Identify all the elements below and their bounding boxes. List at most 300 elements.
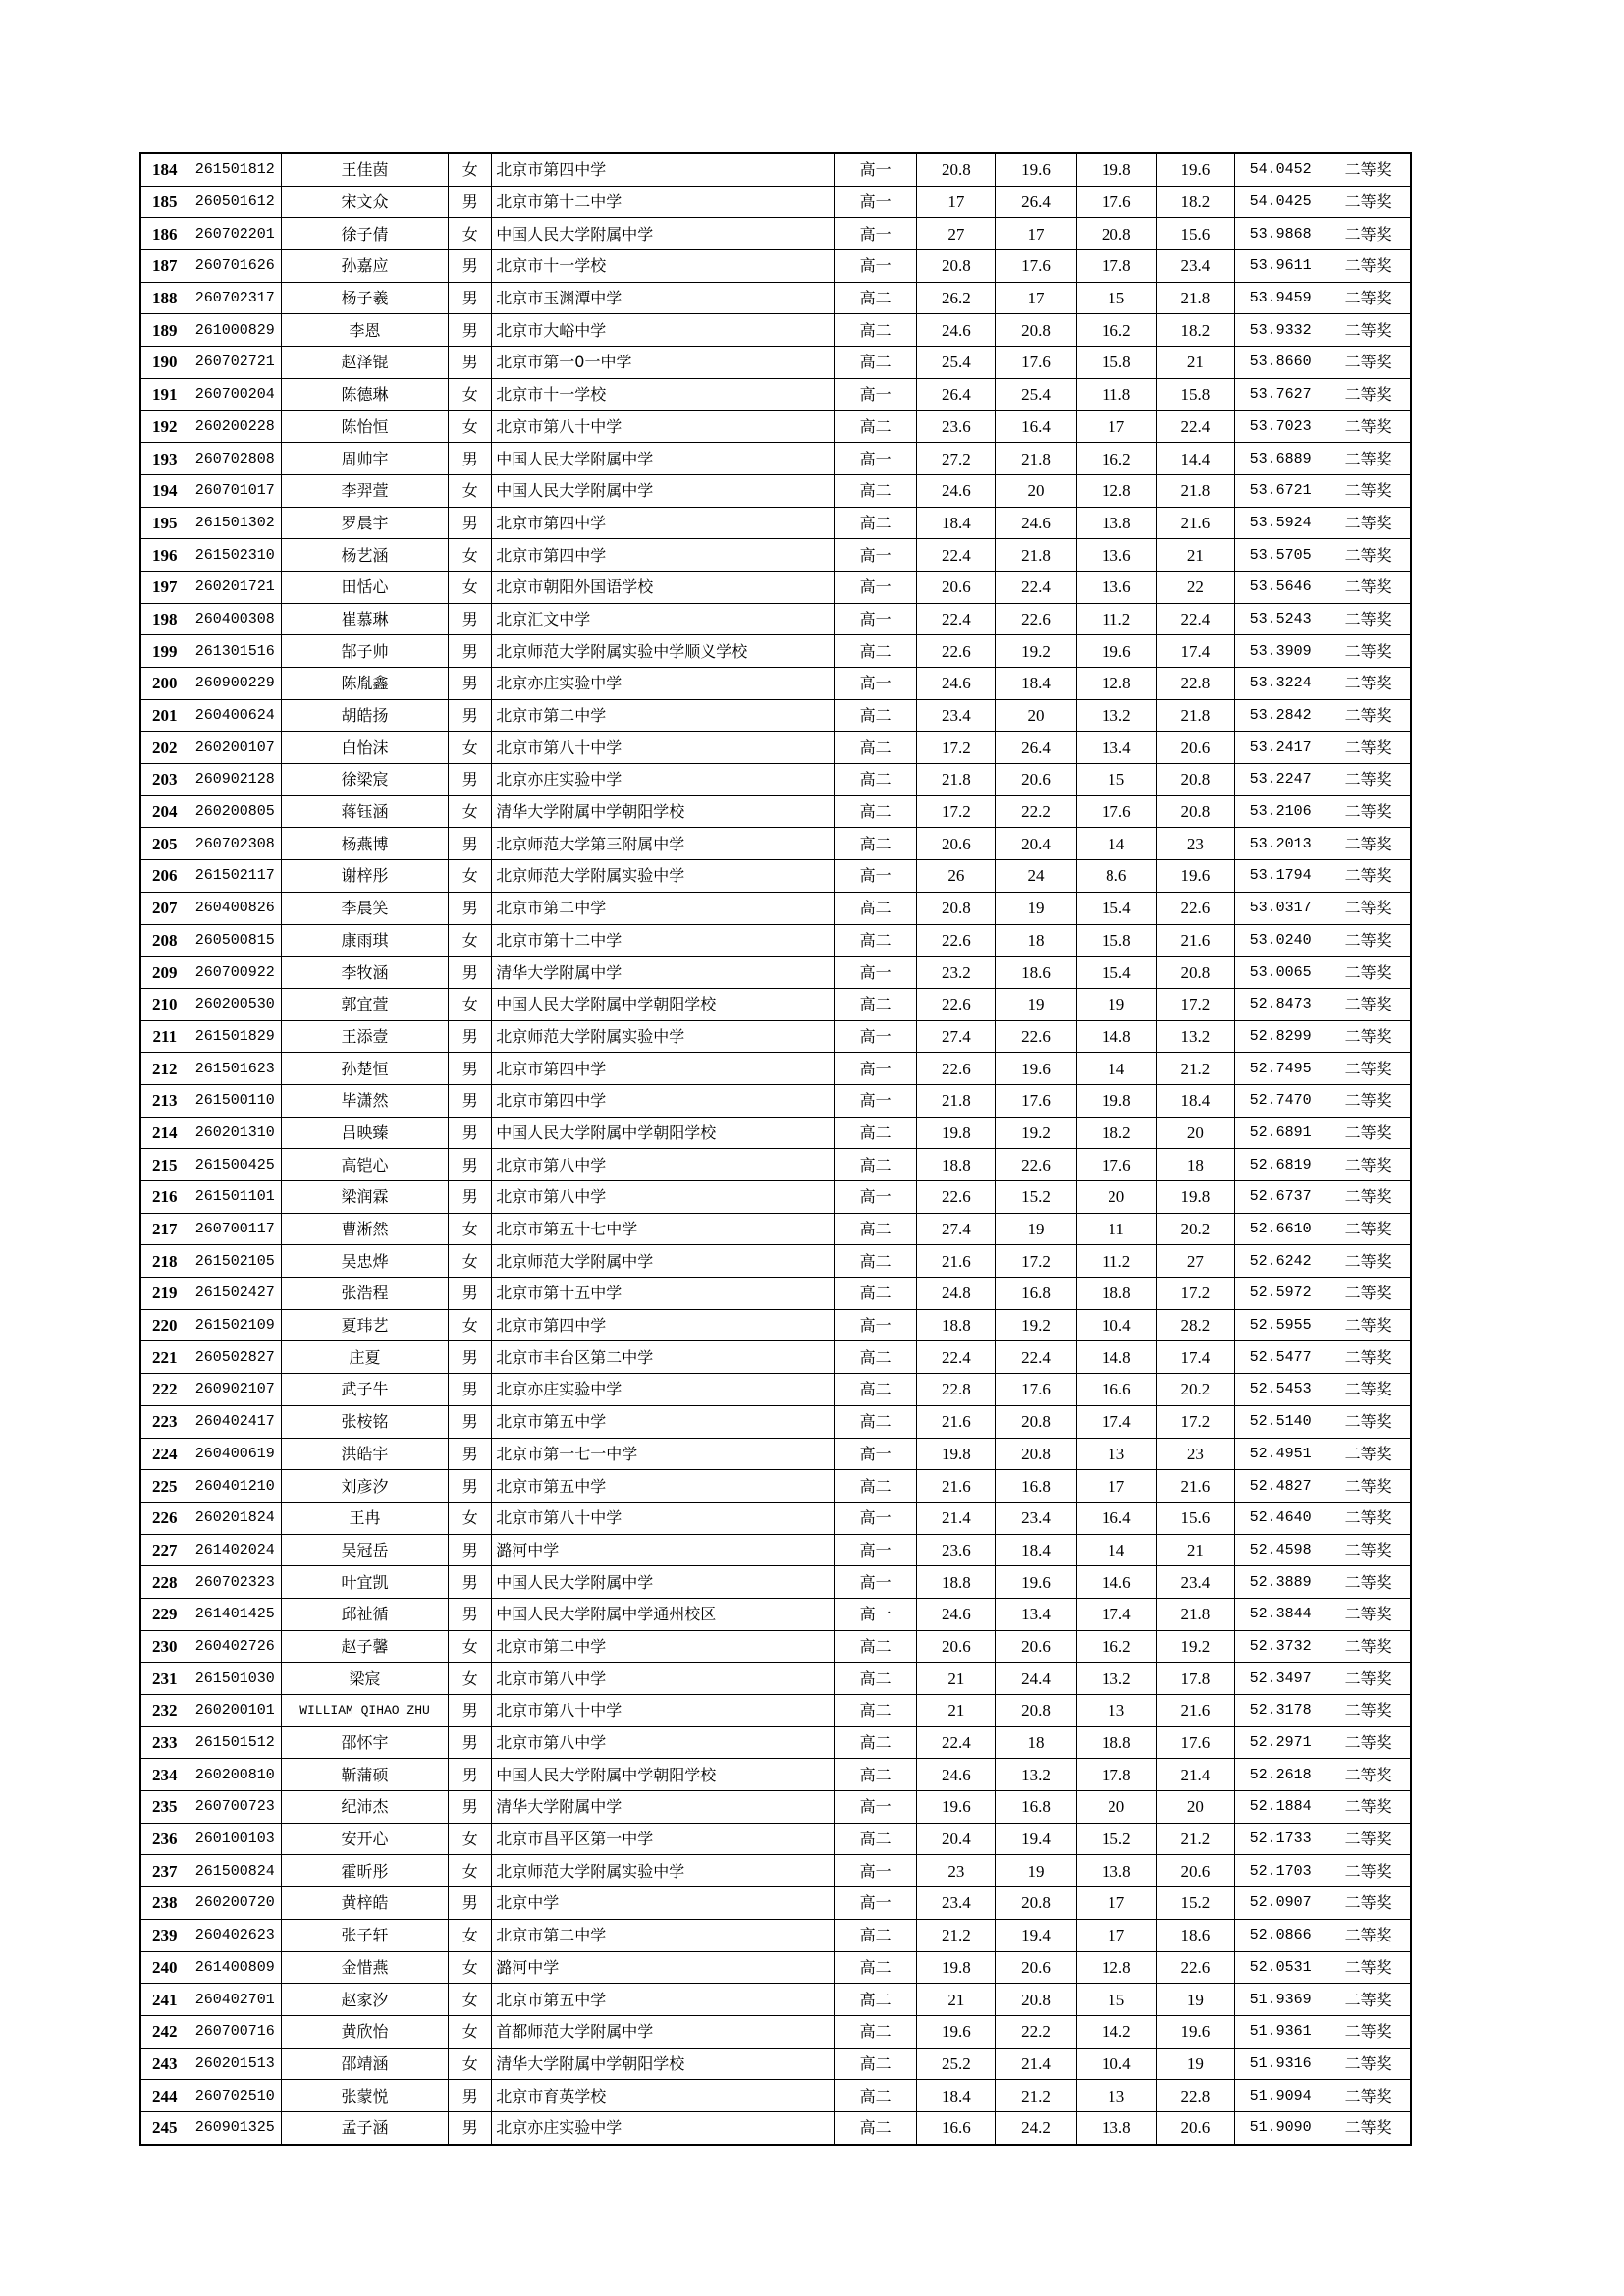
score-4-cell: 20 [1156, 1117, 1234, 1149]
rank-cell: 210 [140, 988, 189, 1020]
score-1-cell: 24.8 [917, 1278, 996, 1310]
award-cell: 二等奖 [1326, 1053, 1411, 1085]
student-name-cell: 王冉 [281, 1502, 448, 1534]
total-score-cell: 52.0531 [1235, 1951, 1326, 1984]
award-cell: 二等奖 [1326, 1309, 1411, 1341]
rank-cell: 191 [140, 378, 189, 410]
score-3-cell: 20 [1076, 1181, 1156, 1214]
grade-cell: 高二 [835, 1919, 917, 1951]
student-id-cell: 261502109 [189, 1309, 281, 1341]
rank-cell: 240 [140, 1951, 189, 1984]
student-name-cell: 蒋钰涵 [281, 795, 448, 828]
table-row [140, 250, 1411, 283]
score-2-cell: 22.4 [996, 571, 1076, 603]
student-id-cell: 260500815 [189, 924, 281, 957]
student-id-cell: 261000829 [189, 314, 281, 347]
grade-cell: 高二 [835, 732, 917, 764]
gender-cell: 男 [449, 892, 492, 924]
grade-cell: 高一 [835, 250, 917, 283]
score-2-cell: 18.6 [996, 957, 1076, 989]
student-name-cell: 梁润霖 [281, 1181, 448, 1214]
total-score-cell: 52.5453 [1235, 1374, 1326, 1406]
score-1-cell: 18.8 [917, 1149, 996, 1181]
student-id-cell: 260200530 [189, 988, 281, 1020]
student-id-cell: 260400624 [189, 699, 281, 732]
score-3-cell: 14.2 [1076, 2015, 1156, 2048]
score-1-cell: 20.8 [917, 892, 996, 924]
score-4-cell: 21.6 [1156, 924, 1234, 957]
score-2-cell: 20.8 [996, 1438, 1076, 1470]
score-3-cell: 17.8 [1076, 250, 1156, 283]
score-3-cell: 19.6 [1076, 635, 1156, 668]
grade-cell: 高二 [835, 828, 917, 860]
student-id-cell: 261502310 [189, 539, 281, 572]
score-3-cell: 16.2 [1076, 443, 1156, 475]
score-2-cell: 18 [996, 1726, 1076, 1759]
school-cell: 北京师范大学附属中学 [492, 1245, 835, 1278]
score-4-cell: 21.2 [1156, 1823, 1234, 1855]
student-id-cell: 261401425 [189, 1598, 281, 1630]
score-2-cell: 17.6 [996, 347, 1076, 379]
award-cell: 二等奖 [1326, 1341, 1411, 1374]
table-row [140, 1278, 1411, 1310]
student-name-cell: 毕潇然 [281, 1084, 448, 1117]
award-cell: 二等奖 [1326, 988, 1411, 1020]
score-4-cell: 21.8 [1156, 474, 1234, 507]
score-2-cell: 15.2 [996, 1181, 1076, 1214]
score-3-cell: 18.2 [1076, 1117, 1156, 1149]
rank-cell: 227 [140, 1534, 189, 1566]
score-2-cell: 19.2 [996, 1117, 1076, 1149]
total-score-cell: 52.3889 [1235, 1566, 1326, 1599]
total-score-cell: 53.5705 [1235, 539, 1326, 572]
score-4-cell: 17.2 [1156, 1278, 1234, 1310]
grade-cell: 高二 [835, 314, 917, 347]
score-4-cell: 18.6 [1156, 1919, 1234, 1951]
gender-cell: 男 [449, 250, 492, 283]
score-2-cell: 20 [996, 474, 1076, 507]
table-row [140, 1020, 1411, 1053]
award-cell: 二等奖 [1326, 250, 1411, 283]
grade-cell: 高一 [835, 571, 917, 603]
score-1-cell: 19.8 [917, 1951, 996, 1984]
score-4-cell: 19 [1156, 1984, 1234, 2016]
score-3-cell: 15.2 [1076, 1823, 1156, 1855]
score-4-cell: 22 [1156, 571, 1234, 603]
student-id-cell: 261500425 [189, 1149, 281, 1181]
grade-cell: 高二 [835, 1951, 917, 1984]
table-row [140, 218, 1411, 250]
gender-cell: 男 [449, 668, 492, 700]
grade-cell: 高二 [835, 1759, 917, 1791]
grade-cell: 高二 [835, 764, 917, 796]
award-cell: 二等奖 [1326, 571, 1411, 603]
grade-cell: 高一 [835, 957, 917, 989]
gender-cell: 男 [449, 1181, 492, 1214]
school-cell: 北京市第八中学 [492, 1726, 835, 1759]
student-id-cell: 260402417 [189, 1405, 281, 1438]
score-3-cell: 13.2 [1076, 1663, 1156, 1695]
score-1-cell: 22.4 [917, 1726, 996, 1759]
score-4-cell: 23.4 [1156, 1566, 1234, 1599]
grade-cell: 高一 [835, 1791, 917, 1824]
score-4-cell: 20.6 [1156, 1855, 1234, 1887]
total-score-cell: 53.3909 [1235, 635, 1326, 668]
score-4-cell: 18 [1156, 1149, 1234, 1181]
score-4-cell: 22.4 [1156, 603, 1234, 635]
score-1-cell: 22.4 [917, 1341, 996, 1374]
score-1-cell: 23.6 [917, 1534, 996, 1566]
table-row [140, 1181, 1411, 1214]
score-3-cell: 17.4 [1076, 1405, 1156, 1438]
gender-cell: 男 [449, 186, 492, 218]
award-cell: 二等奖 [1326, 474, 1411, 507]
award-cell: 二等奖 [1326, 1470, 1411, 1503]
student-name-cell: 洪皓宇 [281, 1438, 448, 1470]
gender-cell: 男 [449, 1278, 492, 1310]
score-4-cell: 17.2 [1156, 988, 1234, 1020]
student-name-cell: 邵靖涵 [281, 2048, 448, 2080]
score-2-cell: 17.6 [996, 250, 1076, 283]
student-name-cell: 孙嘉应 [281, 250, 448, 283]
total-score-cell: 53.9868 [1235, 218, 1326, 250]
student-name-cell: 夏玮艺 [281, 1309, 448, 1341]
school-cell: 潞河中学 [492, 1951, 835, 1984]
award-cell: 二等奖 [1326, 1020, 1411, 1053]
gender-cell: 女 [449, 795, 492, 828]
score-4-cell: 17.6 [1156, 1726, 1234, 1759]
score-3-cell: 11.2 [1076, 603, 1156, 635]
rank-cell: 195 [140, 507, 189, 539]
student-name-cell: 赵家汐 [281, 1984, 448, 2016]
score-3-cell: 13.2 [1076, 699, 1156, 732]
score-1-cell: 20.4 [917, 1823, 996, 1855]
score-2-cell: 19.4 [996, 1823, 1076, 1855]
student-id-cell: 260201310 [189, 1117, 281, 1149]
table-row [140, 828, 1411, 860]
gender-cell: 女 [449, 1823, 492, 1855]
school-cell: 中国人民大学附属中学 [492, 1566, 835, 1599]
gender-cell: 男 [449, 507, 492, 539]
school-cell: 北京中学 [492, 1887, 835, 1920]
score-3-cell: 13.4 [1076, 732, 1156, 764]
grade-cell: 高一 [835, 1534, 917, 1566]
school-cell: 北京亦庄实验中学 [492, 764, 835, 796]
total-score-cell: 52.5140 [1235, 1405, 1326, 1438]
rank-cell: 188 [140, 282, 189, 314]
award-cell: 二等奖 [1326, 1149, 1411, 1181]
award-cell: 二等奖 [1326, 2080, 1411, 2112]
table-row [140, 860, 1411, 893]
school-cell: 北京市第十二中学 [492, 924, 835, 957]
rank-cell: 237 [140, 1855, 189, 1887]
score-2-cell: 22.6 [996, 1020, 1076, 1053]
student-id-cell: 260100103 [189, 1823, 281, 1855]
student-name-cell: 杨燕博 [281, 828, 448, 860]
results-table-body [140, 153, 1411, 2145]
total-score-cell: 53.2417 [1235, 732, 1326, 764]
grade-cell: 高二 [835, 1663, 917, 1695]
score-4-cell: 22.4 [1156, 410, 1234, 443]
gender-cell: 女 [449, 539, 492, 572]
student-id-cell: 261501030 [189, 1663, 281, 1695]
score-4-cell: 17.4 [1156, 1341, 1234, 1374]
total-score-cell: 52.4827 [1235, 1470, 1326, 1503]
gender-cell: 男 [449, 1438, 492, 1470]
score-2-cell: 16.4 [996, 410, 1076, 443]
score-1-cell: 24.6 [917, 1759, 996, 1791]
total-score-cell: 52.3844 [1235, 1598, 1326, 1630]
score-2-cell: 20.6 [996, 764, 1076, 796]
award-cell: 二等奖 [1326, 186, 1411, 218]
rank-cell: 193 [140, 443, 189, 475]
table-row [140, 443, 1411, 475]
student-id-cell: 261502427 [189, 1278, 281, 1310]
grade-cell: 高一 [835, 1438, 917, 1470]
score-4-cell: 17.8 [1156, 1663, 1234, 1695]
school-cell: 中国人民大学附属中学朝阳学校 [492, 1117, 835, 1149]
score-2-cell: 20.6 [996, 1630, 1076, 1663]
score-1-cell: 17.2 [917, 732, 996, 764]
student-id-cell: 260200228 [189, 410, 281, 443]
table-row [140, 1245, 1411, 1278]
grade-cell: 高一 [835, 153, 917, 186]
rank-cell: 196 [140, 539, 189, 572]
student-name-cell: 李牧涵 [281, 957, 448, 989]
score-4-cell: 20.6 [1156, 732, 1234, 764]
score-1-cell: 23.6 [917, 410, 996, 443]
gender-cell: 男 [449, 443, 492, 475]
award-cell: 二等奖 [1326, 1759, 1411, 1791]
gender-cell: 男 [449, 1726, 492, 1759]
school-cell: 北京市第一0一中学 [492, 347, 835, 379]
score-1-cell: 20.8 [917, 250, 996, 283]
table-row [140, 1438, 1411, 1470]
table-row [140, 1117, 1411, 1149]
rank-cell: 213 [140, 1084, 189, 1117]
score-4-cell: 23 [1156, 1438, 1234, 1470]
table-row [140, 314, 1411, 347]
score-4-cell: 22.8 [1156, 2080, 1234, 2112]
total-score-cell: 52.5955 [1235, 1309, 1326, 1341]
award-cell: 二等奖 [1326, 764, 1411, 796]
school-cell: 清华大学附属中学朝阳学校 [492, 795, 835, 828]
rank-cell: 201 [140, 699, 189, 732]
rank-cell: 231 [140, 1663, 189, 1695]
student-name-cell: 高铠心 [281, 1149, 448, 1181]
school-cell: 北京市第二中学 [492, 892, 835, 924]
gender-cell: 女 [449, 1919, 492, 1951]
score-1-cell: 20.6 [917, 1630, 996, 1663]
table-row [140, 1309, 1411, 1341]
score-4-cell: 19 [1156, 2048, 1234, 2080]
gender-cell: 男 [449, 347, 492, 379]
student-name-cell: 田恬心 [281, 571, 448, 603]
school-cell: 北京市第四中学 [492, 539, 835, 572]
table-row [140, 795, 1411, 828]
student-name-cell: 庄夏 [281, 1341, 448, 1374]
student-id-cell: 260701626 [189, 250, 281, 283]
student-id-cell: 260402623 [189, 1919, 281, 1951]
score-4-cell: 15.6 [1156, 1502, 1234, 1534]
score-3-cell: 15 [1076, 1984, 1156, 2016]
grade-cell: 高一 [835, 378, 917, 410]
score-2-cell: 20.6 [996, 1951, 1076, 1984]
student-id-cell: 260201824 [189, 1502, 281, 1534]
gender-cell: 男 [449, 635, 492, 668]
total-score-cell: 51.9316 [1235, 2048, 1326, 2080]
score-1-cell: 18.4 [917, 507, 996, 539]
total-score-cell: 52.1733 [1235, 1823, 1326, 1855]
student-name-cell: 张蒙悦 [281, 2080, 448, 2112]
student-id-cell: 260702721 [189, 347, 281, 379]
student-id-cell: 260201513 [189, 2048, 281, 2080]
score-4-cell: 17.2 [1156, 1405, 1234, 1438]
grade-cell: 高二 [835, 1726, 917, 1759]
rank-cell: 236 [140, 1823, 189, 1855]
student-name-cell: 杨艺涵 [281, 539, 448, 572]
score-4-cell: 18.4 [1156, 1084, 1234, 1117]
table-row [140, 635, 1411, 668]
student-name-cell: 赵泽锟 [281, 347, 448, 379]
school-cell: 北京亦庄实验中学 [492, 668, 835, 700]
gender-cell: 男 [449, 314, 492, 347]
score-3-cell: 14 [1076, 1053, 1156, 1085]
grade-cell: 高一 [835, 603, 917, 635]
score-4-cell: 21 [1156, 539, 1234, 572]
score-3-cell: 17.6 [1076, 795, 1156, 828]
total-score-cell: 53.0065 [1235, 957, 1326, 989]
grade-cell: 高一 [835, 1855, 917, 1887]
award-cell: 二等奖 [1326, 1726, 1411, 1759]
score-1-cell: 23 [917, 1855, 996, 1887]
student-name-cell: 陈德琳 [281, 378, 448, 410]
school-cell: 中国人民大学附属中学 [492, 218, 835, 250]
table-row [140, 186, 1411, 218]
student-id-cell: 261500110 [189, 1084, 281, 1117]
school-cell: 清华大学附属中学朝阳学校 [492, 2048, 835, 2080]
rank-cell: 229 [140, 1598, 189, 1630]
grade-cell: 高一 [835, 539, 917, 572]
award-cell: 二等奖 [1326, 443, 1411, 475]
gender-cell: 女 [449, 474, 492, 507]
gender-cell: 女 [449, 2048, 492, 2080]
award-cell: 二等奖 [1326, 699, 1411, 732]
score-4-cell: 20.8 [1156, 957, 1234, 989]
score-3-cell: 17.4 [1076, 1598, 1156, 1630]
total-score-cell: 52.0907 [1235, 1887, 1326, 1920]
school-cell: 北京市第八十中学 [492, 410, 835, 443]
grade-cell: 高一 [835, 218, 917, 250]
gender-cell: 女 [449, 1630, 492, 1663]
total-score-cell: 52.2971 [1235, 1726, 1326, 1759]
school-cell: 北京市第四中学 [492, 1084, 835, 1117]
gender-cell: 男 [449, 282, 492, 314]
total-score-cell: 53.5243 [1235, 603, 1326, 635]
award-cell: 二等奖 [1326, 2015, 1411, 2048]
score-3-cell: 13.6 [1076, 571, 1156, 603]
score-3-cell: 12.8 [1076, 474, 1156, 507]
award-cell: 二等奖 [1326, 1823, 1411, 1855]
total-score-cell: 52.1884 [1235, 1791, 1326, 1824]
score-4-cell: 23 [1156, 828, 1234, 860]
table-row [140, 1341, 1411, 1374]
school-cell: 北京市第四中学 [492, 507, 835, 539]
score-1-cell: 21.6 [917, 1405, 996, 1438]
award-cell: 二等奖 [1326, 1374, 1411, 1406]
score-1-cell: 23.4 [917, 699, 996, 732]
grade-cell: 高二 [835, 1117, 917, 1149]
total-score-cell: 53.6889 [1235, 443, 1326, 475]
score-1-cell: 24.6 [917, 474, 996, 507]
award-cell: 二等奖 [1326, 153, 1411, 186]
award-cell: 二等奖 [1326, 539, 1411, 572]
school-cell: 北京市第十二中学 [492, 186, 835, 218]
student-name-cell: 梁宸 [281, 1663, 448, 1695]
school-cell: 北京市第五中学 [492, 1470, 835, 1503]
table-row [140, 1405, 1411, 1438]
score-4-cell: 15.6 [1156, 218, 1234, 250]
rank-cell: 206 [140, 860, 189, 893]
table-row [140, 764, 1411, 796]
award-cell: 二等奖 [1326, 378, 1411, 410]
student-name-cell: 靳蒲硕 [281, 1759, 448, 1791]
gender-cell: 女 [449, 378, 492, 410]
total-score-cell: 53.9332 [1235, 314, 1326, 347]
rank-cell: 209 [140, 957, 189, 989]
school-cell: 北京市第八中学 [492, 1663, 835, 1695]
award-cell: 二等奖 [1326, 860, 1411, 893]
score-4-cell: 21.8 [1156, 1598, 1234, 1630]
student-id-cell: 260400308 [189, 603, 281, 635]
score-2-cell: 16.8 [996, 1791, 1076, 1824]
student-id-cell: 261402024 [189, 1534, 281, 1566]
school-cell: 北京市第二中学 [492, 1630, 835, 1663]
award-cell: 二等奖 [1326, 828, 1411, 860]
student-name-cell: 陈怡恒 [281, 410, 448, 443]
award-cell: 二等奖 [1326, 795, 1411, 828]
award-cell: 二等奖 [1326, 1887, 1411, 1920]
score-2-cell: 19 [996, 988, 1076, 1020]
total-score-cell: 53.6721 [1235, 474, 1326, 507]
score-4-cell: 21 [1156, 347, 1234, 379]
score-3-cell: 17 [1076, 1470, 1156, 1503]
table-row [140, 1630, 1411, 1663]
score-3-cell: 17.6 [1076, 1149, 1156, 1181]
total-score-cell: 53.5646 [1235, 571, 1326, 603]
table-row [140, 892, 1411, 924]
rank-cell: 204 [140, 795, 189, 828]
rank-cell: 216 [140, 1181, 189, 1214]
score-4-cell: 21.6 [1156, 1470, 1234, 1503]
award-cell: 二等奖 [1326, 1117, 1411, 1149]
award-cell: 二等奖 [1326, 1855, 1411, 1887]
grade-cell: 高二 [835, 1470, 917, 1503]
student-name-cell: 纪沛杰 [281, 1791, 448, 1824]
student-id-cell: 261301516 [189, 635, 281, 668]
student-id-cell: 261501512 [189, 1726, 281, 1759]
score-2-cell: 22.2 [996, 2015, 1076, 2048]
school-cell: 北京市玉渊潭中学 [492, 282, 835, 314]
student-name-cell: 张子轩 [281, 1919, 448, 1951]
grade-cell: 高一 [835, 1053, 917, 1085]
score-3-cell: 15.4 [1076, 892, 1156, 924]
score-1-cell: 18.8 [917, 1309, 996, 1341]
student-name-cell: 康雨琪 [281, 924, 448, 957]
score-4-cell: 22.8 [1156, 668, 1234, 700]
score-4-cell: 27 [1156, 1245, 1234, 1278]
gender-cell: 男 [449, 603, 492, 635]
